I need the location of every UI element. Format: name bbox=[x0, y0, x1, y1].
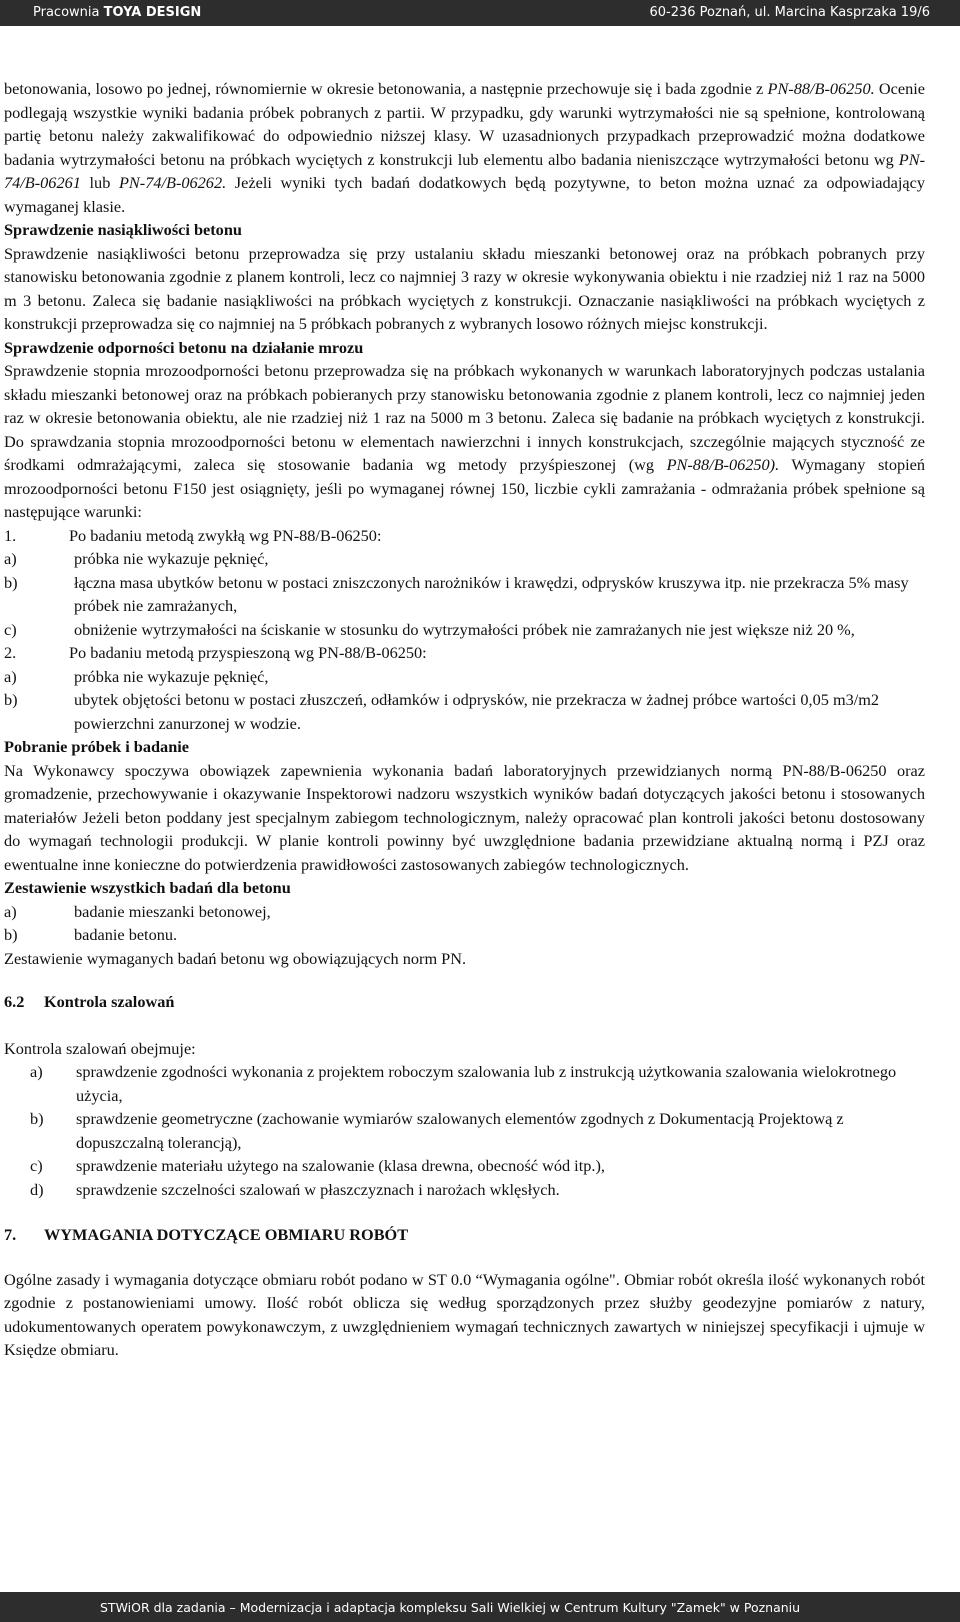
document-body bbox=[4, 77, 925, 1362]
section-heading-7: 7. WYMAGANIA DOTYCZĄCE OBMIARU ROBÓT bbox=[4, 1225, 409, 1244]
list-item: b) sprawdzenie geometryczne (zachowanie wymiarów szalowanych elementów zgodnych z Dokumentacją Projektową z dopuszczalną tolerancją), bbox=[30, 1109, 844, 1152]
heading-nasiakliwosc: Sprawdzenie nasiąkliwości betonu bbox=[4, 220, 242, 239]
footer-text: STWiOR dla zadania – Modernizacja i adaptacja kompleksu Sali Wielkiej w Centrum Kultury "Zamek" w Poznaniu bbox=[100, 1600, 801, 1615]
list-item: a) próbka nie wykazuje pęknięć, bbox=[4, 549, 269, 568]
header-address: 60-236 Poznań, ul. Marcina Kasprzaka 19/6 bbox=[649, 5, 930, 20]
header-company-name: TOYA DESIGN bbox=[103, 5, 202, 20]
list-item: c) sprawdzenie materiału użytego na szalowanie (klasa drewna, obecność wód itp.), bbox=[30, 1156, 605, 1175]
heading-pobranie: Pobranie próbek i badanie bbox=[4, 737, 190, 756]
paragraph-obmiar: Ogólne zasady i wymagania dotyczące obmiaru robót podano w ST 0.0 “Wymagania ogólne". Obmiar robót określa ilość wykonanych robót zgodnie z postanowieniami umowy. Ilość robót oblicza się według sporządzonych przez służby geodezyjne pomiarów z natury, udokumentowanych operatem powykonawczym, z uwzględnieniem wymagań technicznych zawartych w niniejszej specyfikacji i ujmuje w Księdze obmiaru. bbox=[4, 1269, 925, 1359]
list-item: 1. Po badaniu metodą zwykłą wg PN-88/B-06250: bbox=[4, 525, 382, 545]
list-item: a) badanie mieszanki betonowej, bbox=[4, 901, 271, 921]
list-item: c) obniżenie wytrzymałości na ściskanie w stosunku do wytrzymałości próbek nie zamrażanych nie jest większe niż 20 %, bbox=[4, 619, 855, 639]
list-item: b) łączna masa ubytków betonu w postaci zniszczonych narożników i krawędzi, odprysków kruszywa itp. nie przekracza 5% masy próbek nie zamrażanych, bbox=[4, 572, 909, 615]
list-item: b) badanie betonu. bbox=[4, 925, 178, 944]
list-item: 2. Po badaniu metodą przyspieszoną wg PN-88/B-06250: bbox=[4, 643, 427, 662]
list-item: b) ubytek objętości betonu w postaci złuszczeń, odłamków i odprysków, nie przekracza w żadnej próbce wartości 0,05 m3/m2 powierzchni zanurzonej w wodzie. bbox=[4, 690, 880, 733]
list-item: a) próbka nie wykazuje pęknięć, bbox=[4, 666, 269, 686]
paragraph-nasiakliwosc: Sprawdzenie nasiąkliwości betonu przeprowadza się przy ustalaniu składu mieszanki betonowej oraz na próbkach pobranych przy stanowisku betonowania zgodnie z planem kontroli, lecz co najmniej 3 razy w okresie wykonywania obiektu i nie rzadziej niż 1 raz na 5000 m 3 betonu. Zaleca się badanie nasiąkliwości na próbkach wyciętych z konstrukcji. Oznaczanie nasiąkliwości na próbkach wyciętych z konstrukcji przeprowadza się co najmniej na 5 próbkach pobranych z wybranych losowo różnych miejsc konstrukcji. bbox=[4, 243, 925, 333]
paragraph-kontrola-intro: Kontrola szalowań obejmuje: bbox=[4, 1038, 196, 1058]
heading-zestawienie: Zestawienie wszystkich badań dla betonu bbox=[4, 878, 291, 897]
heading-mrozoodpornosc: Sprawdzenie odporności betonu na działanie mrozu bbox=[4, 337, 364, 357]
list-item: d) sprawdzenie szczelności szalowań w płaszczyznach i narożach wklęsłych. bbox=[30, 1179, 560, 1199]
paragraph-zestawienie-after: Zestawienie wymaganych badań betonu wg obowiązujących norm PN. bbox=[4, 948, 467, 968]
paragraph-mrozoodpornosc: Sprawdzenie stopnia mrozoodporności betonu przeprowadza się na próbkach wykonanych w warunkach laboratoryjnych podczas ustalania składu mieszanki betonowej oraz na próbkach pobieranych przy stanowisku betonowania zgodnie z planem kontroli, lecz co najmniej jeden raz w okresie betonowania obiektu, ale nie rzadziej niż 1 raz na 5000 m 3 betonu. Zaleca się badanie na próbkach wyciętych z konstrukcji. Do sprawdzania stopnia mrozoodporności betonu w elementach nawierzchni i innych konstrukcjach, szczególnie mających styczność ze środkami odmrażającymi, zaleca się stosowanie badania wg metody przyśpieszonej (wg PN-88/B-06250). Wymagany stopień mrozoodporności betonu F150 jest osiągnięty, jeśli po wymaganej równej 150, liczbie cykli zamrażania - odmrażania próbek spełnione są następujące warunki: bbox=[4, 361, 925, 521]
page-footer bbox=[0, 1592, 960, 1622]
page-header bbox=[0, 0, 960, 26]
list-item: a) sprawdzenie zgodności wykonania z projektem roboczym szalowania lub z instrukcją użytkowania szalowania wielokrotnego użycia, bbox=[30, 1062, 897, 1105]
intro-paragraph: betonowania, losowo po jednej, równomiernie w okresie betonowania, a następnie przechowuje się i bada zgodnie z PN-88/B-06250. Ocenie podlegają wszystkie wyniki badania próbek pobranych z partii. W przypadku, gdy warunki wytrzymałości nie są spełnione, kontrolowaną partię betonu należy zakwalifikować do odpowiednio niższej klasy. W uzasadnionych przypadkach przeprowadzić można dodatkowe badania wytrzymałości betonu na próbkach wyciętych z konstrukcji lub elementu albo badania nieniszczące wytrzymałości betonu wg PN-74/B-06261 lub PN-74/B-06262. Jeżeli wyniki tych badań dodatkowych będą pozytywne, to beton można uznać za odpowiadający wymaganej klasie. bbox=[4, 79, 926, 216]
paragraph-pobranie: Na Wykonawcy spoczywa obowiązek zapewnienia wykonania badań laboratoryjnych przewidzianych normą PN-88/B-06250 oraz gromadzenie, przechowywanie i okazywanie Inspektorowi nadzoru wszystkich wyników badań dotyczących jakości betonu i stosowanych materiałów Jeżeli beton poddany jest specjalnym zabiegom technologicznym, należy opracować plan kontroli jakości betonu dostosowany do wymagań technologii produkcji. W planie kontroli powinny być uwzględnione badania przewidziane aktualną normą i PZJ oraz ewentualne inne konieczne do potwierdzenia prawidłowości zastosowanych zabiegów technologicznych. bbox=[4, 760, 925, 874]
section-heading-6-2: 6.2 Kontrola szalowań bbox=[4, 992, 175, 1011]
header-company: Pracownia TOYA DESIGN bbox=[33, 5, 202, 20]
